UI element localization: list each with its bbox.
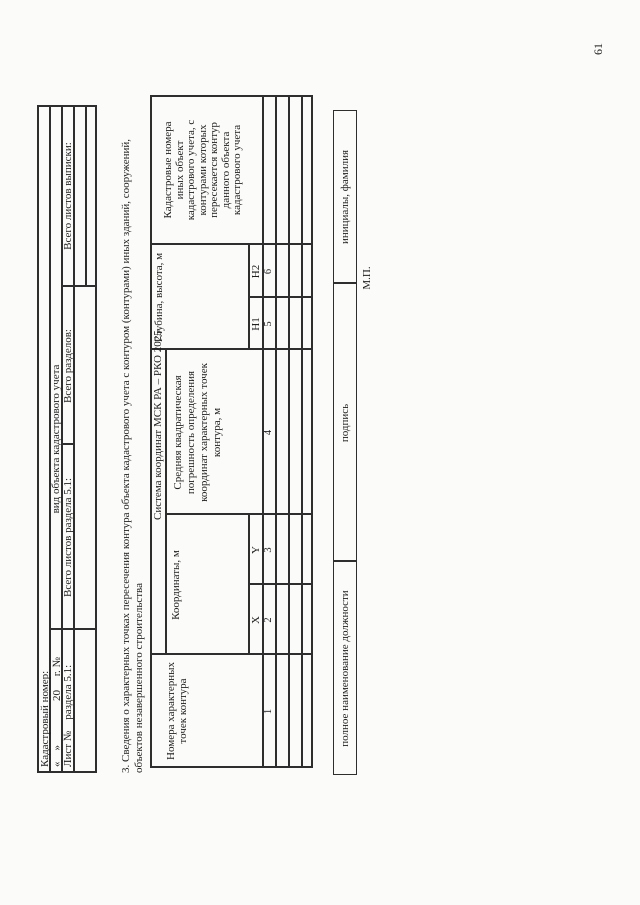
section3-title-line1: 3. Сведения о характерных точках пересечения контура объекта кадастрового учета с контуром (контурами) иных зданий, сооружений, xyxy=(120,138,132,773)
subcol-h2: Н2 xyxy=(249,264,262,279)
column-number: 6 xyxy=(263,268,274,275)
col-other-line: данного объекта xyxy=(219,131,232,209)
col-points-line: Номера характерных xyxy=(165,662,177,760)
col-accuracy-line: координат характерных точек xyxy=(198,363,210,502)
total-sections-label: Всего разделов: xyxy=(62,329,74,403)
total-extract-sheets-label: Всего листов выписки: xyxy=(62,142,74,250)
column-number: 1 xyxy=(263,708,274,715)
grid-line xyxy=(85,105,87,287)
grid-line xyxy=(165,350,167,655)
stamp-label: М.П. xyxy=(361,266,373,290)
col-other-line: Кадастровые номера xyxy=(162,121,174,219)
object-kind-label: вид объекта кадастрового учета xyxy=(50,364,62,514)
page-number: 61 xyxy=(591,43,605,55)
col-depth-header: Глубина, высота, м xyxy=(153,252,165,343)
subcol-h1: Н1 xyxy=(249,317,262,331)
column-number: 3 xyxy=(263,547,274,553)
col-other-line: иных объект xyxy=(173,140,186,200)
col-accuracy-line: Средняя квадратическая xyxy=(172,375,184,490)
col-other-line: кадастрового учета xyxy=(231,124,243,216)
position-label: полное наименование должности xyxy=(339,590,351,747)
coordinate-system-label: Система координат МСК РА – РКО 2025 xyxy=(152,330,164,520)
col-other-line: пересекается контур xyxy=(208,122,220,218)
sheet-number-label: Лист № раздела 5.1: xyxy=(62,664,74,767)
column-number: 4 xyxy=(263,429,274,436)
subcol-y: Y xyxy=(249,546,262,554)
grid-line xyxy=(165,514,313,516)
section3-title-line2: объектов незавершенного строительства xyxy=(133,583,145,773)
grid-line xyxy=(275,95,277,768)
col-accuracy-line: погрешность определения xyxy=(185,370,197,495)
col-accuracy-header xyxy=(172,352,224,513)
col-other-header xyxy=(163,97,244,243)
col-points-line: точек контура xyxy=(176,678,189,744)
initials-label: инициалы, фамилия xyxy=(339,149,351,245)
cadastral-number-label: Кадастровый номер: xyxy=(38,670,51,767)
total-sheets-label: Всего листов раздела 5.1: xyxy=(62,477,74,598)
col-points-header xyxy=(166,656,189,766)
col-other-line: кадастрового учета, с xyxy=(185,119,197,221)
grid-line xyxy=(288,95,290,768)
column-number: 2 xyxy=(263,617,274,623)
column-number: 5 xyxy=(263,321,274,327)
subcol-x: X xyxy=(249,616,262,624)
extract-date-line: « » 20 г. № xyxy=(50,656,63,767)
grid-line xyxy=(301,95,303,768)
col-accuracy-line: контура, м xyxy=(211,407,223,458)
col-coordinates-header: Координаты, м xyxy=(170,550,182,620)
signature-label: подпись xyxy=(339,403,351,443)
col-other-line: контурами которых xyxy=(196,124,209,216)
